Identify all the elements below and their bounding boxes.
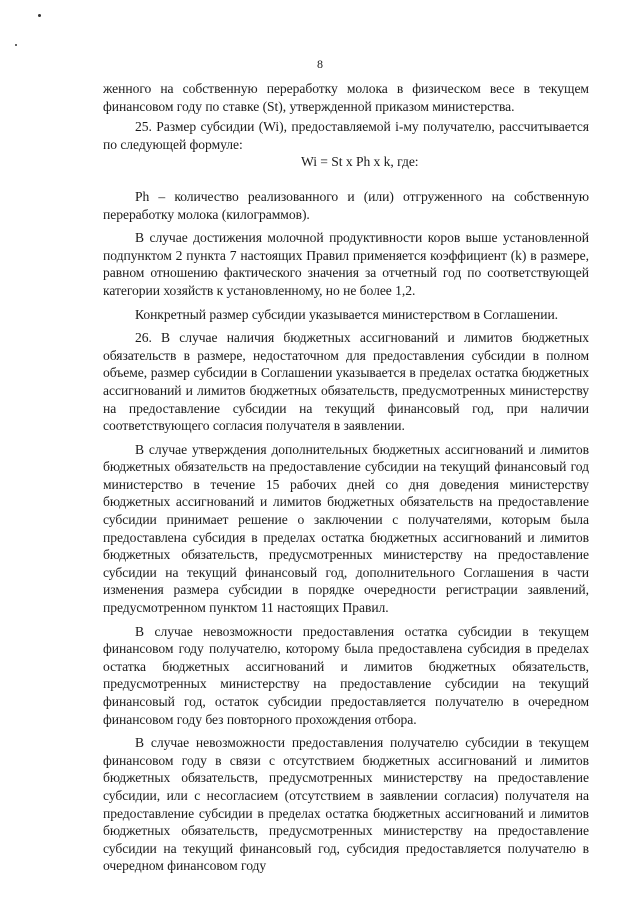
paragraph-remaining-subsidy: В случае невозможности предоставления остатка субсидии в текущем финансовом году получателю, которому была предоставлена субсидия в пределах остатка бюджетных ассигнований и лимитов бюджетных обязательств, предусмотренных министерству на предоставление субсидии на текущий финансовый год, остаток субсидии предоставляется получателю в очередном финансовом году без повторного прохождения отбора. [103, 623, 589, 727]
document-body [103, 80, 589, 875]
scan-speck [15, 44, 17, 46]
paragraph-25: 25. Размер субсидии (Wi), предоставляемой i-му получателю, рассчитывается по следующей формуле: [103, 119, 589, 152]
paragraph-additional-allocations: В случае утверждения дополнительных бюджетных ассигнований и лимитов бюджетных обязательств на предоставление субсидии на текущий финансовый год министерство в течение 15 рабочих дней со дня доведения министерству бюджетных ассигнований и лимитов бюджетных обязательств на предоставление субсидии принимает решение о заключении с получателями, которым была предоставлена субсидия в пределах остатка бюджетных ассигнований и лимитов бюджетных обязательств, предусмотренных министерству на предоставление субсидии на текущий финансовый год, дополнительного Соглашения в части изменения размера субсидии в порядке очередности регистрации заявлений, предусмотренном пунктом 11 настоящих Правил. [103, 441, 589, 616]
subsidy-formula: Wi = St x Ph x k, где: [301, 154, 419, 170]
page-number: 8 [317, 57, 323, 71]
paragraph-26: 26. В случае наличия бюджетных ассигнований и лимитов бюджетных обязательств в размере, недостаточном для предоставления субсидии в полном объеме, размер субсидии в Соглашении указывается в пределах остатка бюджетных ассигнований и лимитов бюджетных обязательств, предусмотренных министерству на предоставление субсидии на текущий финансовый год, при наличии соответствующего согласия получателя в заявлении. [103, 330, 589, 434]
paragraph-no-allocations: В случае невозможности предоставления получателю субсидии в текущем финансовом году в связи с отсутствием бюджетных ассигнований и лимитов бюджетных обязательств, предусмотренных министерству на предоставление субсидии, или с несогласием (отсутствием в заявлении согласия) получателя на предоставление субсидии в пределах остатка бюджетных ассигнований и лимитов бюджетных обязательств, предусмотренных министерству на предоставление субсидии на текущий финансовый год, субсидия предоставляется получателю в очередном финансовом году [103, 735, 589, 874]
paragraph-concrete-amount: Конкретный размер субсидии указывается министерством в Соглашении. [135, 306, 559, 322]
paragraph-ph-definition: Ph – количество реализованного и (или) отгруженного на собственную переработку молока (килограммов). [103, 188, 589, 222]
scan-speck [38, 14, 41, 17]
paragraph-coefficient-k: В случае достижения молочной продуктивности коров выше установленной подпунктом 2 пункта 7 настоящих Правил применяется коэффициент (k) в размере, равном отношению фактического значения за отчетный год по соответствующей категории хозяйств к установленному, но не более 1,2. [103, 230, 589, 298]
paragraph-continuation: женного на собственную переработку молока в физическом весе в текущем финансовом году по ставке (St), утвержденной приказом министерства. [103, 81, 589, 114]
